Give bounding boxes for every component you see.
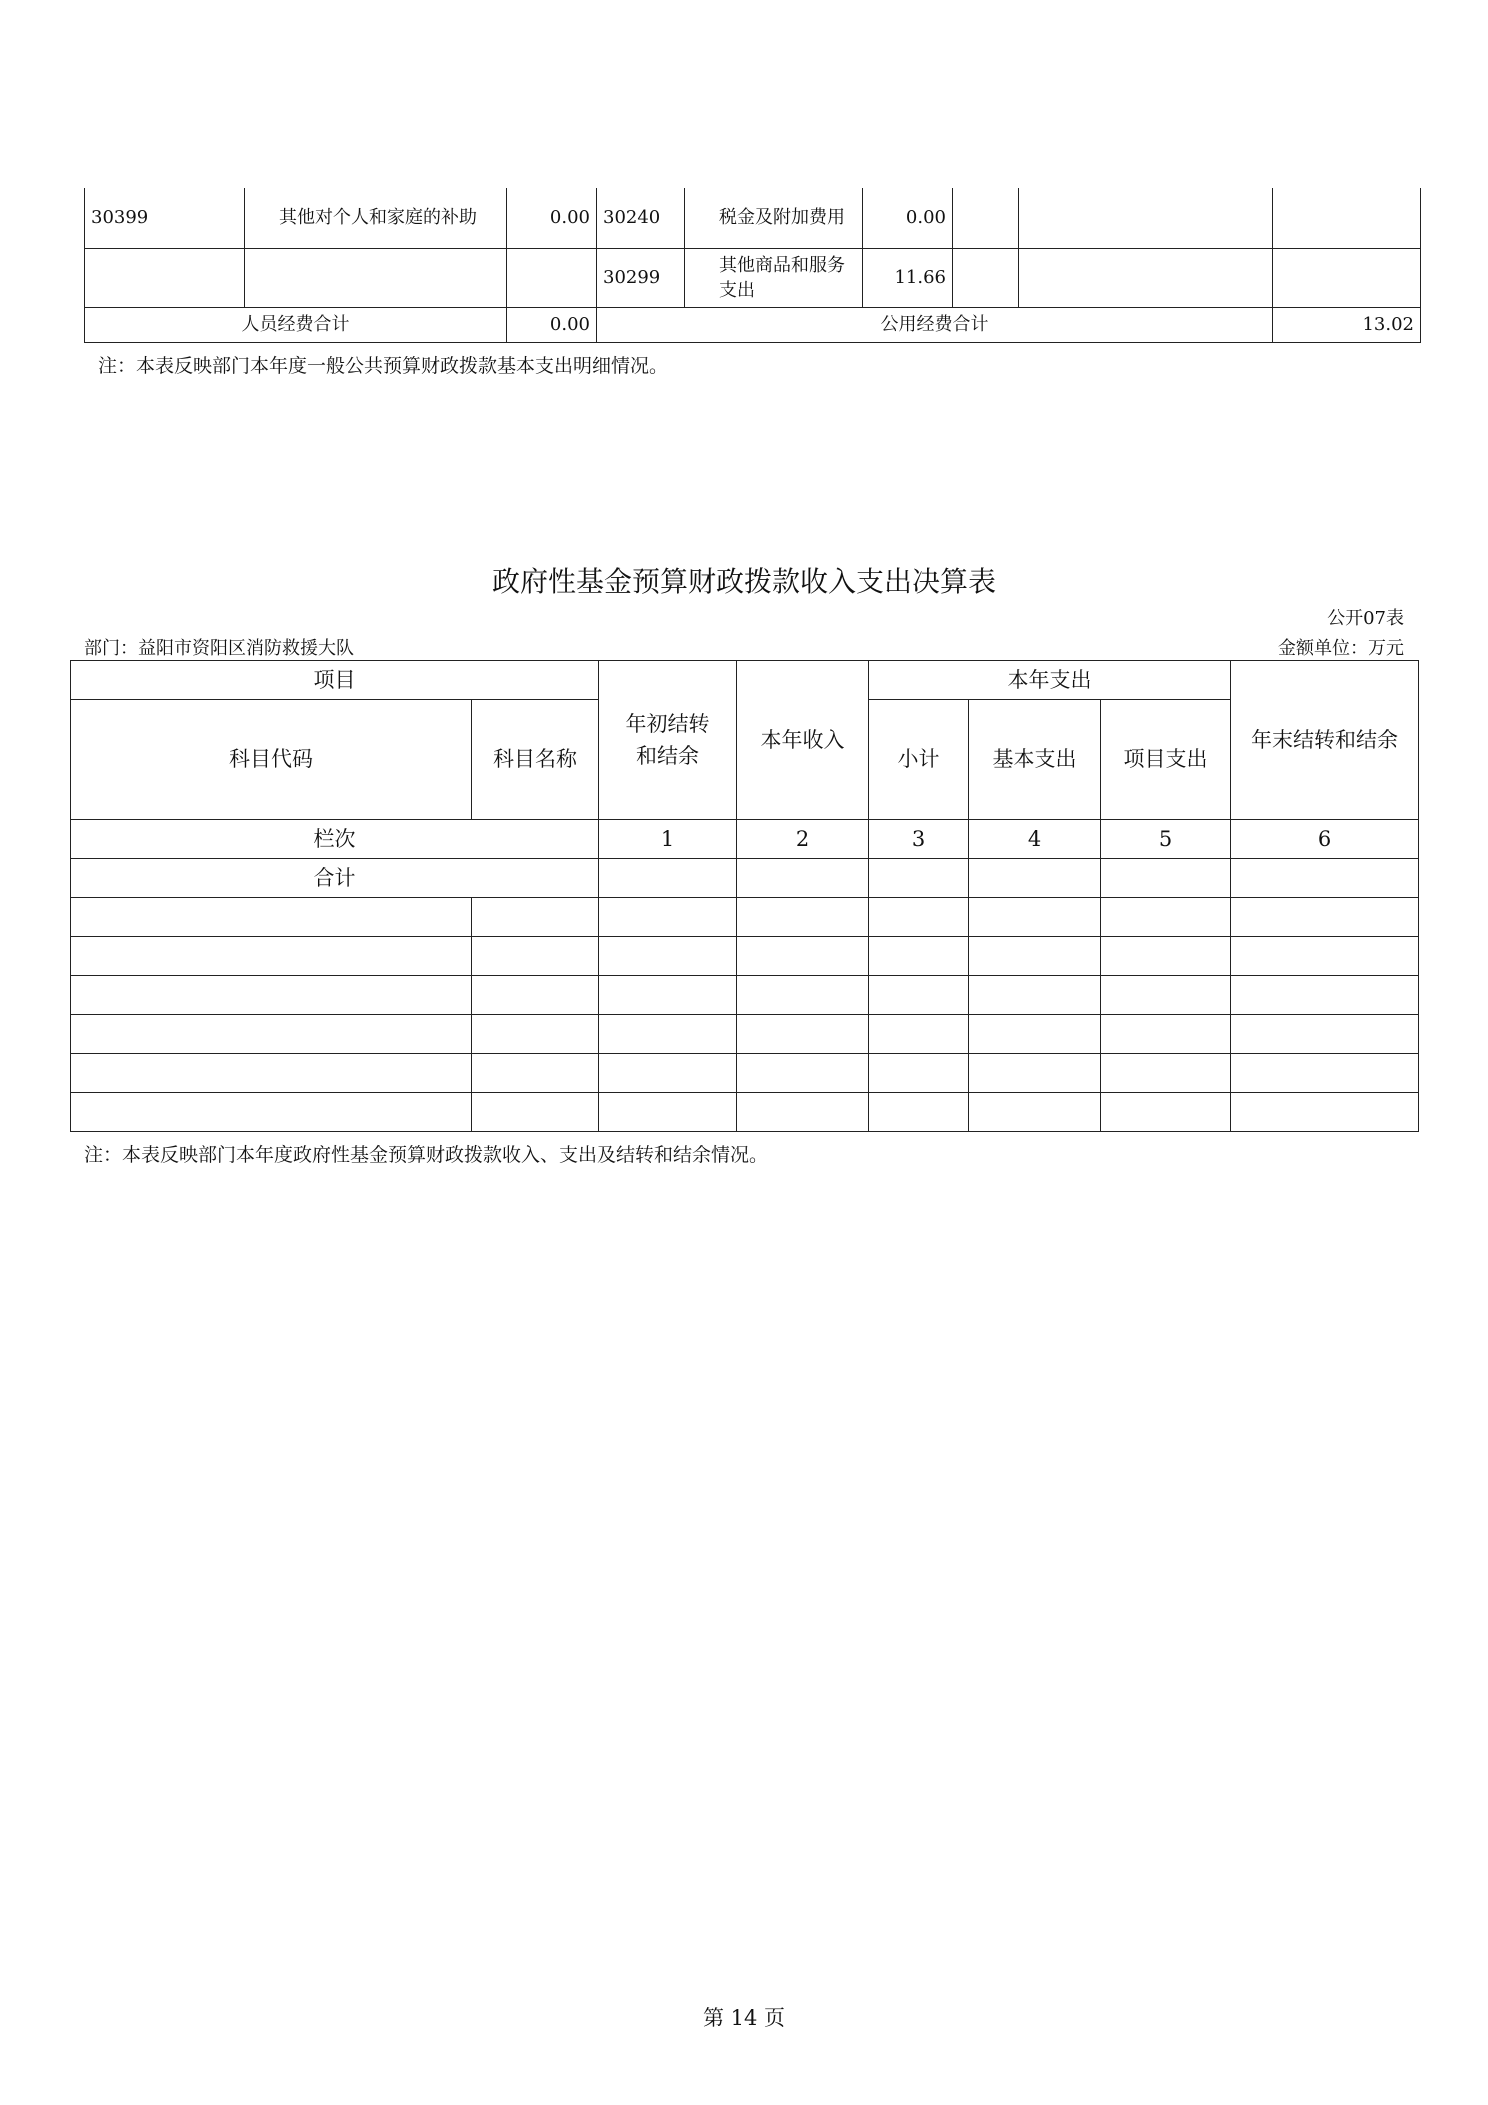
- header-begin-balance-text: 年初结转和结余: [625, 712, 710, 768]
- cell-empty: [869, 898, 969, 937]
- header-name: 科目名称: [472, 700, 599, 820]
- column-index-row: [71, 820, 1419, 859]
- cell-empty: [953, 188, 1019, 248]
- table-row: [85, 188, 1421, 248]
- cell-empty: [1101, 976, 1231, 1015]
- cell-empty: [1101, 1093, 1231, 1132]
- cell-amount2: 11.66: [863, 248, 953, 307]
- column-index: 5: [1101, 820, 1231, 859]
- cell-empty: [599, 898, 737, 937]
- table-row: [71, 1054, 1419, 1093]
- cell-empty: [1231, 1015, 1419, 1054]
- cell-empty: [737, 937, 869, 976]
- cell-name2: 税金及附加费用: [685, 188, 863, 248]
- cell-empty: [969, 859, 1101, 898]
- cell-empty: [1019, 188, 1273, 248]
- table-row: [71, 976, 1419, 1015]
- page-number: 第 14 页: [702, 2006, 786, 2030]
- cell-empty: [1101, 859, 1231, 898]
- cell-empty: [869, 1093, 969, 1132]
- cell-empty: [472, 898, 599, 937]
- cell-empty: [869, 976, 969, 1015]
- cell-code: 30399: [85, 188, 245, 248]
- cell-empty: [969, 1093, 1101, 1132]
- cell-empty: [737, 1054, 869, 1093]
- personnel-total-label: 人员经费合计: [85, 307, 507, 342]
- personnel-total-value: 0.00: [507, 307, 597, 342]
- cell-empty: [1101, 898, 1231, 937]
- cell-empty: [472, 1054, 599, 1093]
- table1-note: 注：本表反映部门本年度一般公共预算财政拨款基本支出明细情况。: [98, 355, 669, 377]
- cell-empty: [472, 1093, 599, 1132]
- header-project: 项目支出: [1101, 700, 1231, 820]
- cell-empty: [1231, 1093, 1419, 1132]
- cell-amount: 0.00: [507, 188, 597, 248]
- cell-empty: [1231, 859, 1419, 898]
- header-basic: 基本支出: [969, 700, 1101, 820]
- header-expenditure: 本年支出: [869, 661, 1231, 700]
- cell-empty: [472, 1015, 599, 1054]
- cell-empty: [737, 1015, 869, 1054]
- cell-empty: [969, 898, 1101, 937]
- table-row: [71, 898, 1419, 937]
- cell-empty: [869, 1015, 969, 1054]
- cell-empty: [969, 976, 1101, 1015]
- table2-title: 政府性基金预算财政拨款收入支出决算表: [491, 565, 996, 598]
- column-index: 1: [599, 820, 737, 859]
- cell-empty: [737, 976, 869, 1015]
- cell-amount2: 0.00: [863, 188, 953, 248]
- cell-empty: [869, 1054, 969, 1093]
- public-total-label: 公用经费合计: [597, 307, 1273, 342]
- header-begin-balance: [599, 661, 737, 820]
- cell-empty: [599, 1093, 737, 1132]
- header-row: [71, 661, 1419, 700]
- cell-amount: [507, 248, 597, 307]
- column-index: 2: [737, 820, 869, 859]
- header-income: 本年收入: [737, 661, 869, 820]
- public-total-value: 13.02: [1273, 307, 1421, 342]
- cell-empty: [599, 859, 737, 898]
- cell-empty: [737, 898, 869, 937]
- cell-empty: [71, 1015, 472, 1054]
- table-row: [71, 1015, 1419, 1054]
- column-index: 3: [869, 820, 969, 859]
- header-subtotal: 小计: [869, 700, 969, 820]
- cell-empty: [1101, 1015, 1231, 1054]
- table-row: [85, 248, 1421, 307]
- table-number: 公开07表: [1327, 608, 1404, 629]
- total-row: [71, 859, 1419, 898]
- table-row: [71, 937, 1419, 976]
- cell-empty: [599, 937, 737, 976]
- header-code: 科目代码: [71, 700, 472, 820]
- cell-empty: [737, 1093, 869, 1132]
- cell-empty: [969, 1054, 1101, 1093]
- cell-empty: [1231, 976, 1419, 1015]
- cell-name: [245, 248, 507, 307]
- header-end-balance: 年末结转和结余: [1231, 661, 1419, 820]
- cell-empty: [1231, 937, 1419, 976]
- column-index: 4: [969, 820, 1101, 859]
- totals-row: [85, 307, 1421, 342]
- cell-empty: [71, 898, 472, 937]
- cell-name: 其他对个人和家庭的补助: [245, 188, 507, 248]
- cell-empty: [71, 1054, 472, 1093]
- header-item: 项目: [71, 661, 599, 700]
- cell-empty: [969, 937, 1101, 976]
- cell-empty: [472, 937, 599, 976]
- cell-code: [85, 248, 245, 307]
- unit-label: 金额单位：万元: [1278, 638, 1404, 659]
- cell-empty: [1101, 937, 1231, 976]
- cell-empty: [71, 937, 472, 976]
- department-label: 部门：益阳市资阳区消防救援大队: [84, 638, 354, 659]
- cell-empty: [1019, 248, 1273, 307]
- cell-empty: [869, 859, 969, 898]
- cell-empty: [472, 976, 599, 1015]
- cell-empty: [71, 976, 472, 1015]
- cell-empty: [599, 976, 737, 1015]
- cell-empty: [1101, 1054, 1231, 1093]
- cell-empty: [1273, 248, 1421, 307]
- table2-note: 注：本表反映部门本年度政府性基金预算财政拨款收入、支出及结转和结余情况。: [84, 1144, 769, 1166]
- column-index: 6: [1231, 820, 1419, 859]
- cell-empty: [737, 859, 869, 898]
- cell-empty: [599, 1054, 737, 1093]
- cell-empty: [1231, 1054, 1419, 1093]
- cell-empty: [599, 1015, 737, 1054]
- cell-code2: 30240: [597, 188, 685, 248]
- cell-name2: 其他商品和服务支出: [685, 248, 863, 307]
- cell-empty: [1231, 898, 1419, 937]
- cell-empty: [71, 1093, 472, 1132]
- government-fund-table: [70, 660, 1419, 1132]
- cell-empty: [969, 1015, 1101, 1054]
- cell-empty: [953, 248, 1019, 307]
- cell-empty: [869, 937, 969, 976]
- cell-code2: 30299: [597, 248, 685, 307]
- column-index-label: 栏次: [71, 820, 599, 859]
- cell-empty: [1273, 188, 1421, 248]
- total-label: 合计: [71, 859, 599, 898]
- basic-expenditure-detail-table: [84, 188, 1421, 343]
- table-row: [71, 1093, 1419, 1132]
